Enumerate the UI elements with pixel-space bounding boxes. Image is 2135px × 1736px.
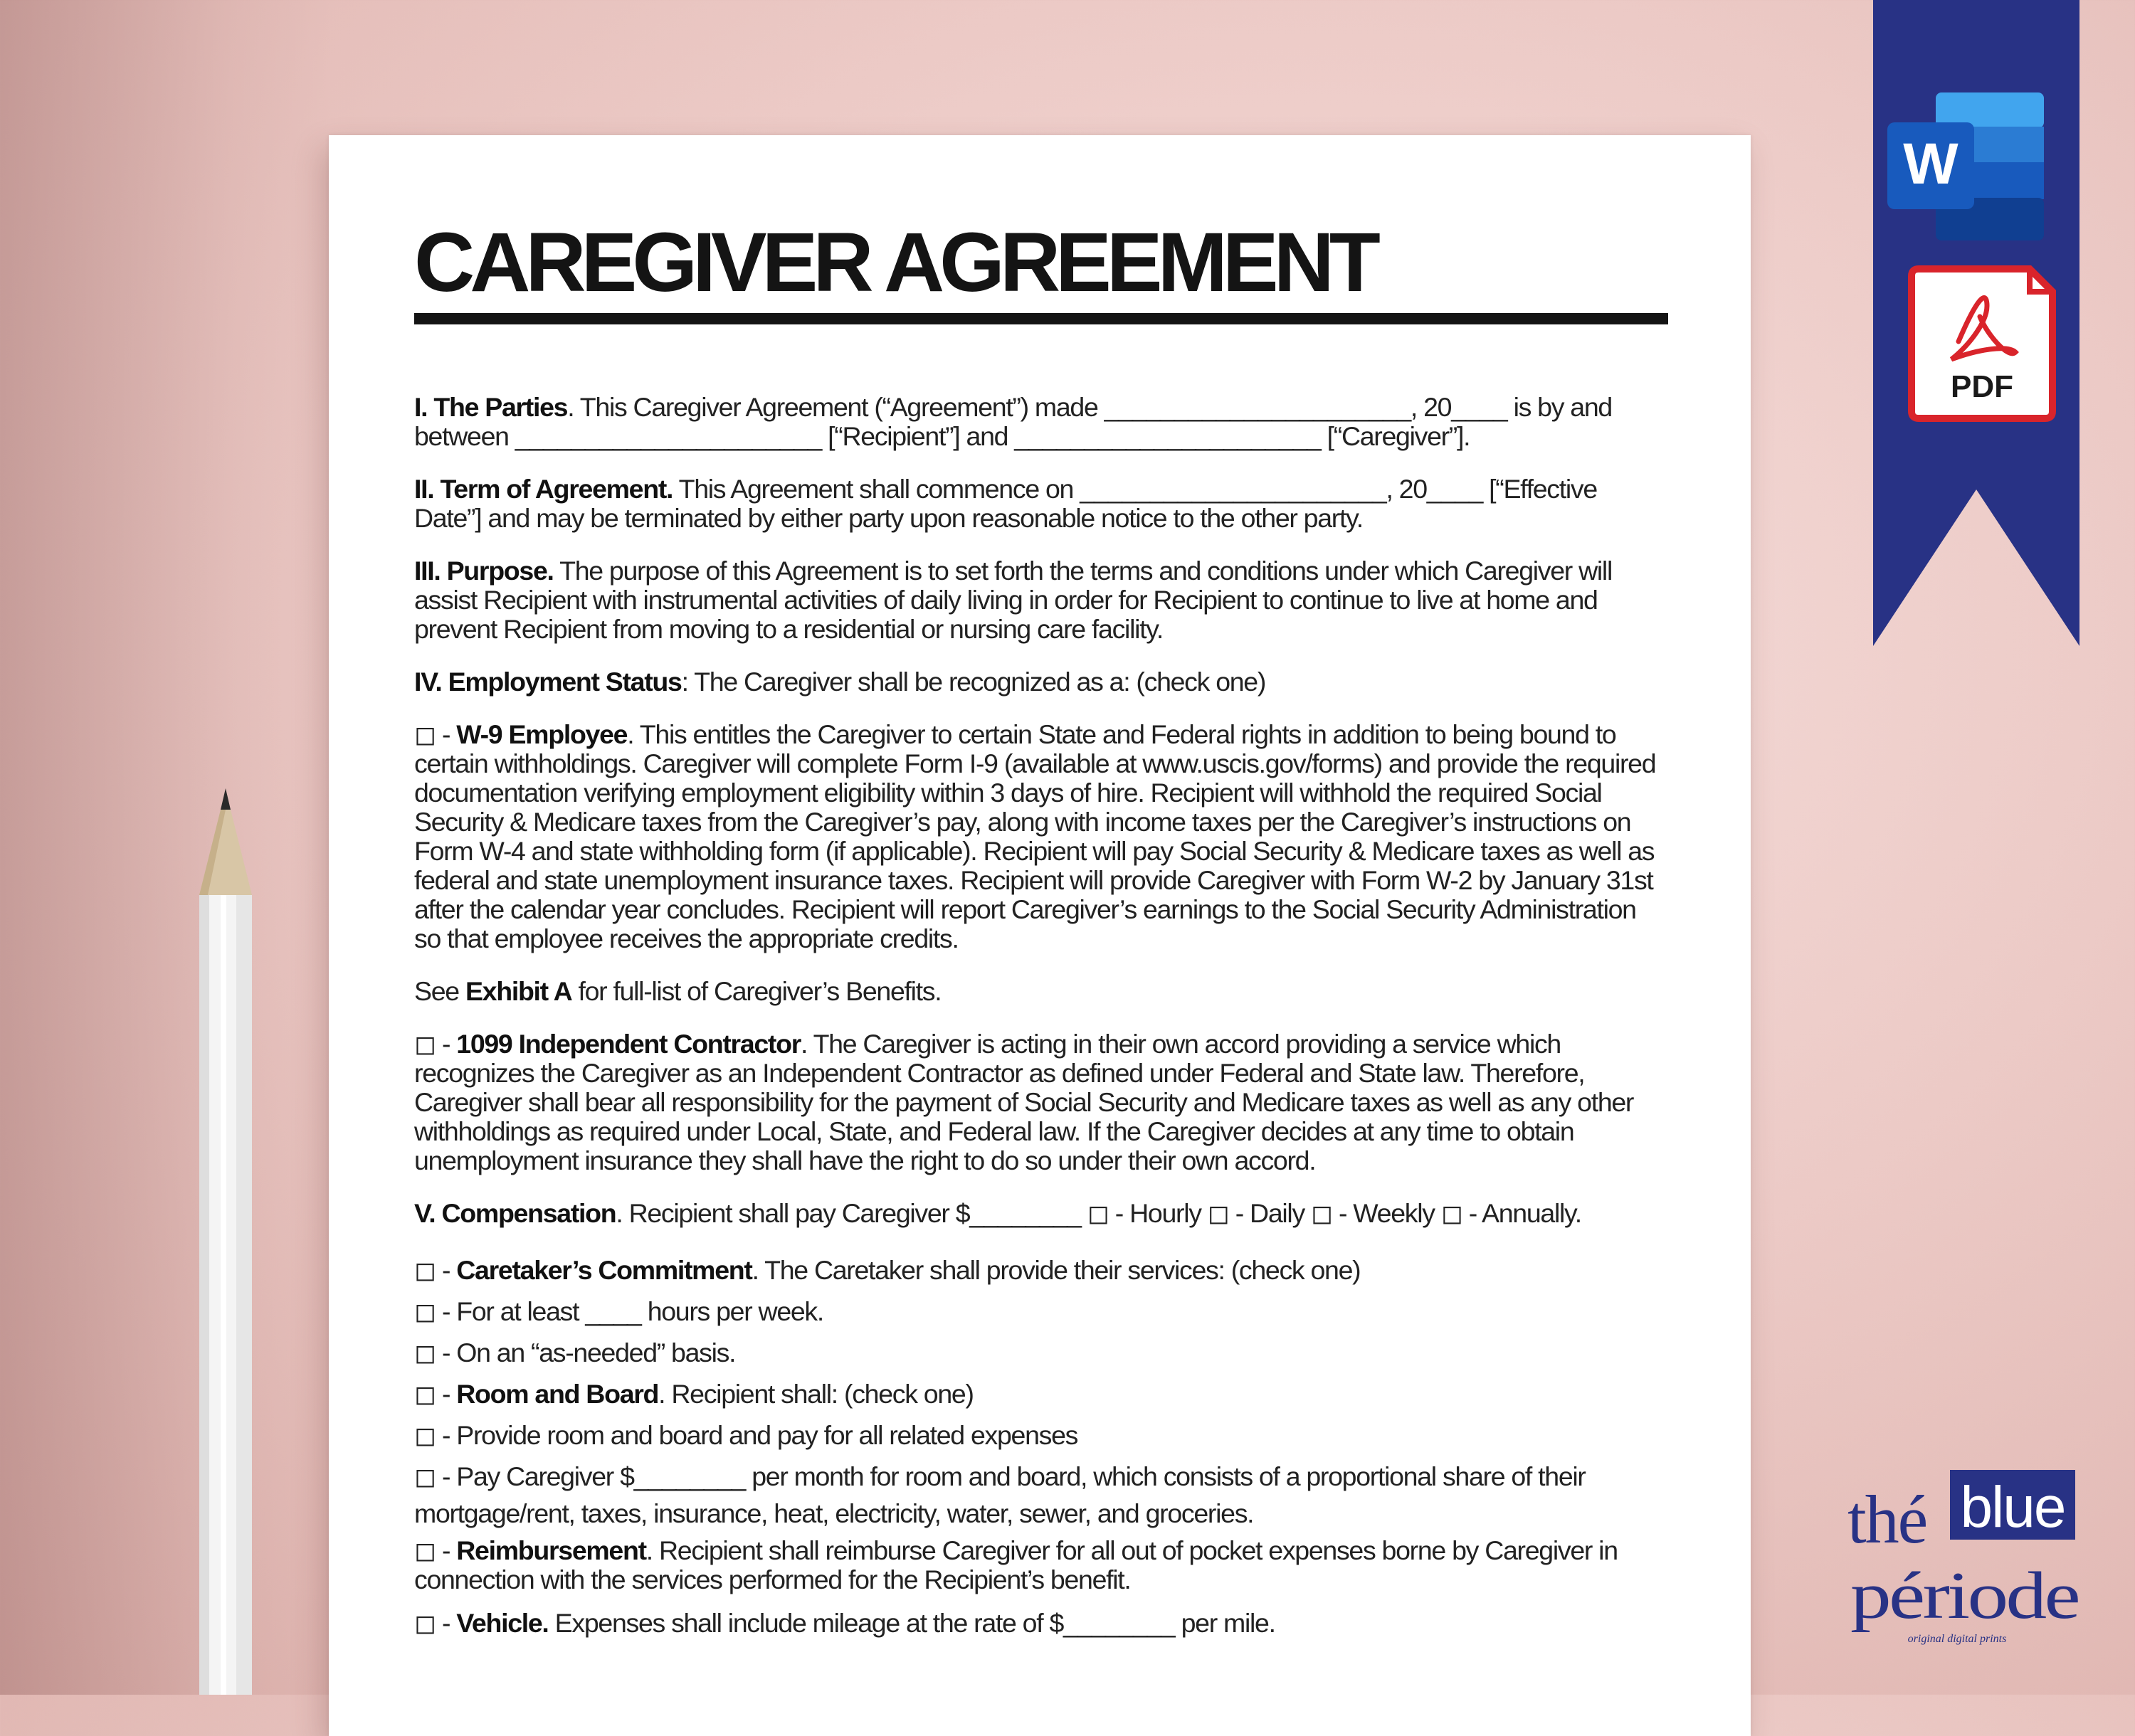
item-caretaker-commitment bbox=[414, 1251, 1668, 1288]
checkbox-prefix: ◻ - bbox=[414, 1029, 457, 1059]
pencil-image bbox=[199, 788, 252, 1695]
item-vehicle bbox=[414, 1609, 1668, 1638]
item-room-and-board bbox=[414, 1375, 1668, 1412]
logo-periode: période bbox=[1850, 1559, 2079, 1633]
item-as-needed bbox=[414, 1334, 1668, 1371]
item-text: Pay Caregiver $________ per month for room and board, which consists of a proportional share of their mortgage/rent, taxes, insurance, heat, electricity, water, sewer, and groceries. bbox=[414, 1461, 1586, 1528]
section-text: . Recipient shall pay Caregiver $________ ◻ - Hourly ◻ - Daily ◻ - Weekly ◻ - Annually. bbox=[616, 1198, 1581, 1228]
item-hours-per-week bbox=[414, 1293, 1668, 1330]
section-text: This Agreement shall commence on ______________________, 20____ [“Effective Date”] and may be terminated by either party upon reasonable notice to the other party. bbox=[414, 474, 1597, 533]
section-lead: I. The Parties bbox=[414, 392, 568, 422]
document-content bbox=[414, 216, 1668, 1652]
checkbox-prefix: ◻ - bbox=[414, 1420, 457, 1450]
item-lead: Vehicle. bbox=[456, 1608, 549, 1638]
item-text: On an “as-needed” basis. bbox=[456, 1338, 736, 1367]
item-text: Expenses shall include mileage at the rate of $________ per mile. bbox=[548, 1608, 1275, 1638]
item-text: For at least ____ hours per week. bbox=[456, 1296, 824, 1326]
section-parties bbox=[414, 393, 1668, 451]
item-text: . Recipient shall reimburse Caregiver for all out of pocket expenses borne by Caregiver in connection with the services performed for the Recipient’s benefit. bbox=[414, 1535, 1618, 1594]
option-w9-employee bbox=[414, 720, 1668, 953]
logo-blue: blue bbox=[1960, 1475, 2065, 1540]
checkbox-prefix: ◻ - bbox=[414, 719, 457, 749]
section-lead: Exhibit A bbox=[465, 976, 572, 1006]
section-text: : The Caregiver shall be recognized as a: (check one) bbox=[681, 667, 1266, 697]
item-text: . Recipient shall: (check one) bbox=[658, 1379, 974, 1409]
section-text: . The Caregiver is acting in their own accord providing a service which recognizes the Caregiver as an Independent Contractor as defined under Federal and State law. Therefore, Caregiver shall bear all responsibility for the payment of Social Security and Medicare taxes as well as any other withholdings as required under Local, State, and Federal law. If the Caregiver decides at any time to obtain unemployment insurance they shall have the right to do so under their own accord. bbox=[414, 1029, 1634, 1175]
section-lead: III. Purpose. bbox=[414, 556, 554, 586]
checkbox-prefix: ◻ - bbox=[414, 1255, 457, 1285]
section-compensation bbox=[414, 1199, 1668, 1228]
section-lead: W-9 Employee bbox=[456, 719, 628, 749]
checkbox-prefix: ◻ - bbox=[414, 1379, 457, 1409]
section-purpose bbox=[414, 556, 1668, 644]
section-text: for full-list of Caregiver’s Benefits. bbox=[571, 976, 942, 1006]
checkbox-prefix: ◻ - bbox=[414, 1461, 457, 1491]
exhibit-reference bbox=[414, 977, 1668, 1006]
item-pay-room bbox=[414, 1458, 1668, 1532]
title-underline bbox=[414, 313, 1668, 324]
item-text: . The Caretaker shall provide their services: (check one) bbox=[752, 1255, 1361, 1285]
item-lead: Room and Board bbox=[456, 1379, 659, 1409]
section-lead: IV. Employment Status bbox=[414, 667, 682, 697]
section-employment-status bbox=[414, 667, 1668, 697]
document-title: CAREGIVER AGREEMENT bbox=[414, 216, 1376, 309]
background-shadow bbox=[0, 0, 334, 1695]
section-lead: V. Compensation bbox=[414, 1198, 616, 1228]
item-text: Provide room and board and pay for all related expenses bbox=[456, 1420, 1078, 1450]
checkbox-prefix: ◻ - bbox=[414, 1608, 457, 1638]
pdf-icon bbox=[1912, 269, 2052, 418]
checkbox-prefix: ◻ - bbox=[414, 1338, 457, 1367]
logo-tagline: original digital prints bbox=[1907, 1633, 2007, 1645]
format-ribbon bbox=[1873, 0, 2079, 646]
brand-logo bbox=[1843, 1466, 2092, 1658]
document-page bbox=[329, 135, 1751, 1736]
section-lead: II. Term of Agreement. bbox=[414, 474, 673, 504]
section-text: . This entitles the Caregiver to certain State and Federal rights in addition to being bound to certain withholdings. Caregiver will complete Form I-9 (available at www.uscis.gov/forms) and provide the required documentation verifying employment eligibility within 3 days of hire. Recipient will withhold the required Social Security & Medicare taxes from the Caregiver’s pay, along with income taxes per the Caregiver’s instructions on Form W-4 and state withholding form (if applicable). Recipient will pay Social Security & Medicare taxes as well as federal and state unemployment insurance taxes. Recipient will provide Caregiver with Form W-2 by January 31st after the calendar year concludes. Recipient will report Caregiver’s earnings to the Social Security Administration so that employee receives the appropriate credits. bbox=[414, 719, 1656, 953]
section-lead: 1099 Independent Contractor bbox=[456, 1029, 801, 1059]
pdf-icon-label: PDF bbox=[1951, 369, 2013, 404]
item-provide-room bbox=[414, 1417, 1668, 1454]
text-prefix: See bbox=[414, 976, 465, 1006]
checkbox-prefix: ◻ - bbox=[414, 1296, 457, 1326]
section-text: The purpose of this Agreement is to set forth the terms and conditions under which Caregiver will assist Recipient with instrumental activities of daily living in order for Recipient to continue to live at home and prevent Recipient from moving to a residential or nursing care facility. bbox=[414, 556, 1612, 644]
word-icon-letter: W bbox=[1903, 132, 1959, 196]
item-reimbursement bbox=[414, 1536, 1668, 1594]
item-lead: Reimbursement bbox=[456, 1535, 646, 1565]
section-text: . This Caregiver Agreement (“Agreement”) made ______________________, 20____ is by and between ______________________ [“Recipient”] and ______________________ [“Caregiver”]. bbox=[414, 392, 1612, 451]
section-term bbox=[414, 475, 1668, 533]
option-1099-contractor bbox=[414, 1030, 1668, 1175]
logo-the: thé bbox=[1847, 1481, 1927, 1557]
item-lead: Caretaker’s Commitment bbox=[456, 1255, 752, 1285]
checkbox-prefix: ◻ - bbox=[414, 1535, 457, 1565]
